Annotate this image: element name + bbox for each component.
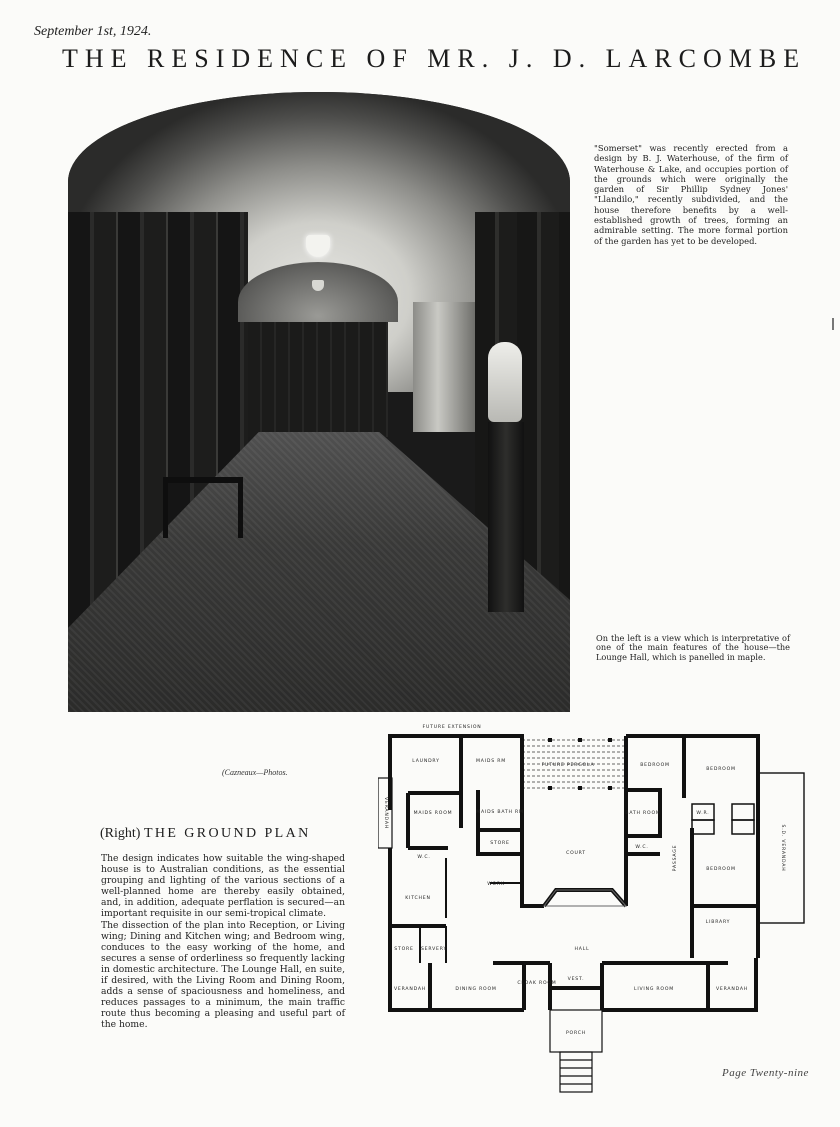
- photo-credit: (Cazneaux—Photos.: [222, 768, 288, 777]
- label-court: COURT: [566, 851, 586, 856]
- label-work: WORK: [487, 882, 505, 887]
- label-bedroom-2: BEDROOM: [706, 767, 736, 772]
- date-line: September 1st, 1924.: [34, 24, 152, 39]
- label-verandah-se: VERANDAH: [715, 987, 749, 992]
- ground-plan-body: [101, 853, 345, 1031]
- label-maids-rm: MAIDS RM: [476, 759, 506, 764]
- label-wc-left: W.C.: [417, 855, 431, 860]
- corridor-end-wall: [248, 317, 388, 437]
- label-store-upper: STORE: [490, 841, 510, 846]
- label-dining-room: DINING ROOM: [455, 987, 497, 992]
- label-sd-verandah: S.D. VERANDAH: [780, 824, 785, 872]
- label-maids-room: MAIDS ROOM: [413, 811, 453, 816]
- label-bath-room: BATH ROOM: [625, 811, 661, 816]
- label-bedroom-1: BEDROOM: [640, 763, 670, 768]
- front-rooms-walls: [390, 958, 756, 1010]
- label-future-extension: FUTURE EXTENSION: [422, 725, 482, 730]
- label-verandah-left: VERANDAH: [383, 796, 388, 830]
- label-servery: SERVERY: [420, 947, 448, 952]
- page-title: THE RESIDENCE OF MR. J. D. LARCOMBE: [62, 44, 807, 73]
- label-laundry: LAUNDRY: [412, 759, 440, 764]
- hall-chair: [163, 477, 243, 538]
- heading-text: THE GROUND PLAN: [143, 826, 311, 841]
- label-library: LIBRARY: [705, 920, 731, 925]
- label-passage: PASSAGE: [673, 844, 678, 872]
- label-kitchen: KITCHEN: [405, 896, 431, 901]
- label-cloak-room: CLOAK ROOM: [517, 981, 557, 986]
- label-bedroom-3: BEDROOM: [706, 867, 736, 872]
- porch: [550, 1010, 602, 1092]
- label-maids-bath: MAIDS BATH RM: [476, 810, 524, 815]
- label-store-lower: STORE: [394, 947, 414, 952]
- label-porch: PORCH: [565, 1031, 587, 1036]
- pedestal-column: [488, 422, 524, 612]
- ground-plan-heading: [100, 826, 311, 842]
- label-wr: W.R.: [696, 811, 710, 816]
- page-number: Page Twenty-nine: [722, 1067, 809, 1079]
- label-verandah-sw: VERANDAH: [393, 987, 427, 992]
- doorway-light: [413, 302, 475, 432]
- label-living-room: LIVING ROOM: [633, 987, 675, 992]
- heading-prefix: (Right): [100, 826, 141, 841]
- label-vest: VEST.: [567, 977, 585, 982]
- ground-plan-paragraph: The design indicates how suitable the wing-shaped house is to Australian conditions, as the essential grouping and lighting of the various sections of a well-planned home are thereby easily obtained, and, in addition, adequate perflation is secured—an important requisite in our semi-tropical climate.: [101, 853, 345, 920]
- photo-note: On the left is a view which is interpretative of one of the main features of the house—the Lounge Hall, which is panelled in maple.: [596, 633, 790, 662]
- lounge-hall-photo: [68, 92, 570, 712]
- label-future-pergola: FUTURE PERGOLA: [541, 763, 595, 768]
- marble-bust: [488, 342, 522, 422]
- service-wing-walls: [390, 736, 522, 963]
- ground-floor-plan: [378, 718, 818, 1103]
- edge-mark: [832, 318, 834, 330]
- label-hall: HALL: [574, 947, 590, 952]
- intro-paragraph: "Somerset" was recently erected from a design by B. J. Waterhouse, of the firm of Waterhouse & Lake, and occupies portion of the grounds which were originally the garden of Sir Phillip Sydney Jones' "Llandilo," recently subdivided, and the house therefore benefits by a well-established growth of trees, forming an admirable setting. The more formal portion of the garden has yet to be developed.: [594, 143, 788, 246]
- label-wc-right: W.C.: [635, 845, 649, 850]
- ground-plan-paragraph: The dissection of the plan into Reception, or Living wing; Dining and Kitchen wing; and Bedroom wing, conduces to the easy working of the home, and secures a sense of orderliness so frequently lacking in domestic architecture. The Lounge Hall, en suite, if desired, with the Living Room and Dining Room, adds a sense of spaciousness and homeliness, and reduces passages to a minimum, the main traffic route thus becoming a pleasing and useful part of the home.: [101, 919, 345, 1031]
